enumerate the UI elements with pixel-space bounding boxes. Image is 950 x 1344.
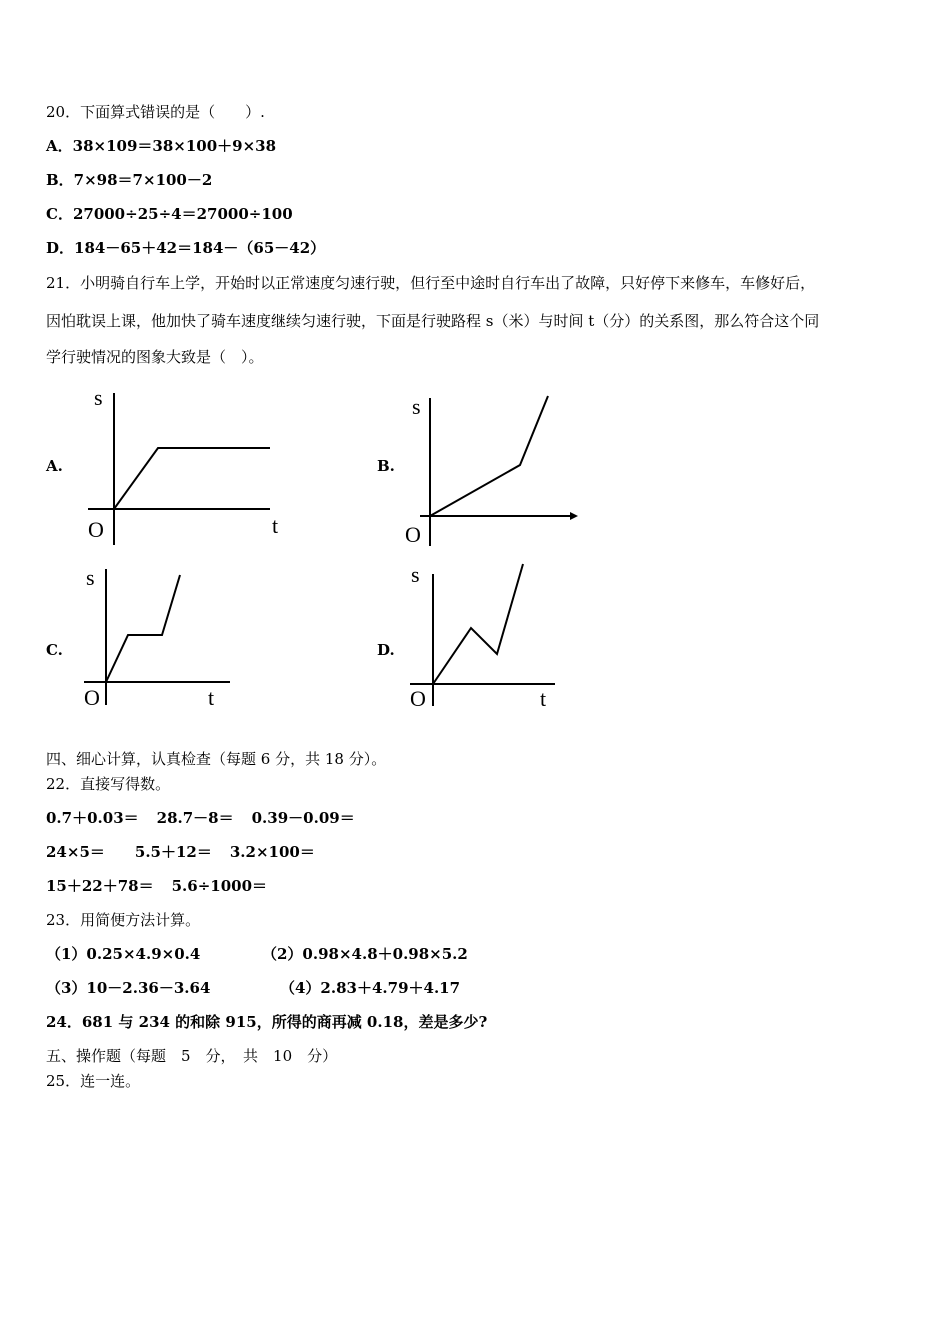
graph-c-origin: O (84, 685, 100, 710)
q24-stem: 24．681 与 234 的和除 915，所得的商再减 0.18，差是多少? (46, 1013, 488, 1031)
graph-d-x-label: t (540, 686, 547, 711)
section-5-heading: 五、操作题（每题 5 分， 共 10 分） (46, 1047, 338, 1065)
q22-row-3 (46, 876, 267, 896)
graph-a-y-label: s (94, 385, 103, 410)
graph-b-curve (430, 396, 548, 516)
graph-d-label: D. (377, 641, 395, 659)
q22-item: 0.39－0.09＝ (251, 809, 355, 827)
q20-option-a: A．38×109＝38×100＋9×38 (46, 137, 277, 155)
q20-option-c: C．27000÷25÷4＝27000÷100 (46, 205, 293, 223)
graph-b-origin: O (405, 522, 421, 547)
q22-item: 5.5＋12＝ (134, 843, 212, 861)
graph-a (80, 385, 300, 555)
q25-stem: 25．连一连。 (46, 1072, 141, 1090)
graph-b-label: B. (377, 457, 395, 475)
graph-b-y-label: s (412, 394, 421, 419)
graph-c-x-label: t (208, 685, 215, 710)
q22-row-1 (46, 808, 355, 828)
graph-d-origin: O (410, 686, 426, 711)
graph-c-label: C. (46, 641, 63, 659)
graph-d-curve (433, 564, 523, 684)
q20-option-b: B．7×98＝7×100－2 (46, 171, 213, 189)
q22-item: 15＋22＋78＝ (46, 877, 154, 895)
q22-item: 24×5＝ (46, 843, 105, 861)
graph-c-y-label: s (86, 565, 95, 590)
graph-a-label: A. (46, 457, 63, 475)
graph-a-x-label: t (272, 513, 279, 538)
graph-b-x-arrow (570, 512, 578, 520)
graph-c (80, 565, 240, 715)
q21-stem-line-2: 因怕耽误上课，他加快了骑车速度继续匀速行驶，下面是行驶路程 s（米）与时间 t（分）的关系图，那么符合这个同 (46, 312, 820, 330)
section-4-heading: 四、细心计算，认真检查（每题 6 分，共 18 分）。 (46, 750, 387, 768)
q21-stem-line-3: 学行驶情况的图象大致是（ ）。 (46, 348, 264, 366)
q23-item-3: （3）10－2.36－3.64 (46, 979, 211, 997)
q23-item-1: （1）0.25×4.9×0.4 (46, 945, 201, 963)
q23-item-4: （4）2.83＋4.79＋4.17 (280, 979, 461, 997)
q20-stem: 20．下面算式错误的是（ ）. (46, 103, 265, 121)
graph-d-y-label: s (411, 562, 420, 587)
q22-item: 28.7－8＝ (156, 809, 234, 827)
q22-row-2 (46, 842, 315, 862)
graph-a-origin: O (88, 517, 104, 542)
graph-c-curve (106, 575, 180, 682)
q20-option-d: D．184－65＋42＝184－（65－42） (46, 239, 326, 257)
graph-d (405, 560, 565, 715)
graph-b (400, 390, 585, 555)
q22-item: 0.7＋0.03＝ (46, 809, 139, 827)
q22-stem: 22．直接写得数。 (46, 775, 171, 793)
q23-stem: 23．用简便方法计算。 (46, 911, 201, 929)
graph-a-curve (114, 448, 270, 509)
q23-item-2: （2）0.98×4.8＋0.98×5.2 (262, 945, 468, 963)
q21-stem-line-1: 21．小明骑自行车上学，开始时以正常速度匀速行驶，但行至中途时自行车出了故障，只好停下来修车，车修好后， (46, 274, 816, 292)
q22-item: 5.6÷1000＝ (171, 877, 268, 895)
q22-item: 3.2×100＝ (229, 843, 315, 861)
